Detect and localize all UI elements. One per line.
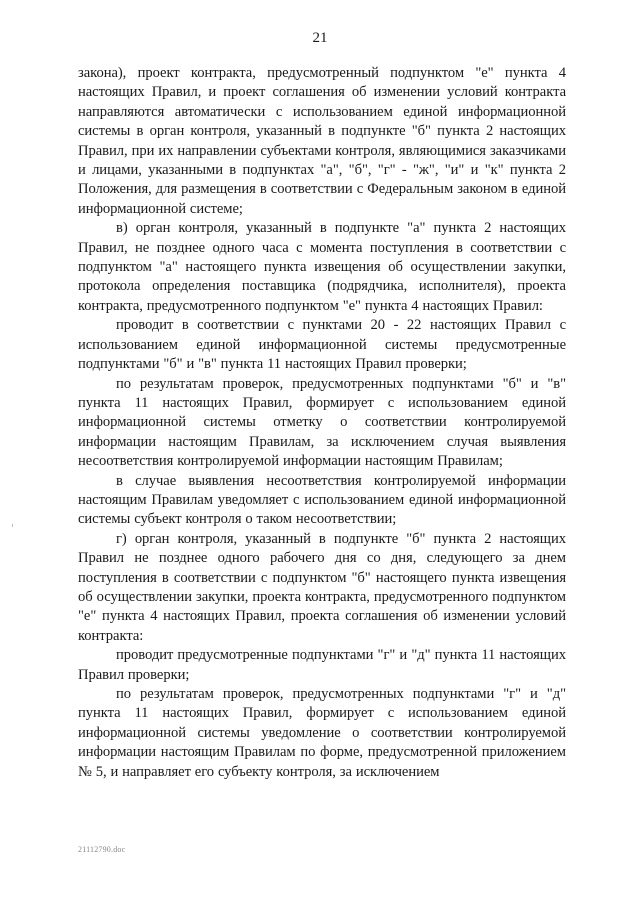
paragraph-check-results: по результатам проверок, предусмотренных подпунктами "б" и "в" пункта 11 настоящих Правил, формирует с использованием единой информационной системы отметку о соответствии контролируемой информации настоящим Правилам, за исключением случая выявления несоответствия контролируемой информации настоящим Правилам; — [78, 375, 566, 470]
paragraph-mismatch-notice: в случае выявления несоответствия контролируемой информации настоящим Правилам уведомляет с использованием единой информационной системы субъект контроля о таком несоответствии; — [78, 472, 566, 528]
document-body — [78, 64, 566, 782]
paragraph-checks: проводит в соответствии с пунктами 20 - 22 настоящих Правил с использованием единой информационной системы предусмотренные подпунктами "б" и "в" пункта 11 настоящих Правил проверки; — [78, 317, 566, 373]
margin-mark — [12, 524, 13, 527]
document-file-id: 21112790.doc — [78, 845, 126, 854]
paragraph-continuation: закона), проект контракта, предусмотренный подпунктом "е" пункта 4 настоящих Правил, и проект соглашения об изменении условий контракта направляются автоматически с использованием единой информационной системы в орган контроля, указанный в подпункте "б" пункта 2 настоящих Правил, при их направлении субъектами контроля, являющимися заказчиками и лицами, указанными в подпунктах "а", "б", "г" - "ж", "и" и "к" пункта 2 Положения, для размещения в соответствии с Федеральным законом в единой информационной системе; — [78, 65, 566, 217]
page-number: 21 — [312, 30, 328, 46]
paragraph-subitem-v: в) орган контроля, указанный в подпункте "а" пункта 2 настоящих Правил, не позднее одного часа с момента поступления в соответствии с подпунктом "а" настоящего пункта извещения об осуществлении закупки, протокола определения поставщика (подрядчика, исполнителя), проекта контракта, предусмотренного подпунктом "е" пункта 4 настоящих Правил: — [78, 220, 566, 314]
paragraph-subitem-g: г) орган контроля, указанный в подпункте "б" пункта 2 настоящих Правил не позднее одного рабочего дня со дня, следующего за днем поступления в соответствии с подпунктом "б" настоящего пункта извещения об осуществлении закупки, проекта контракта, предусмотренного подпунктом "е" пункта 4 настоящих Правил, проекта соглашения об изменении условий контракта: — [78, 530, 566, 644]
paragraph-notification: по результатам проверок, предусмотренных подпунктами "г" и "д" пункта 11 настоящих Правил, формирует с использованием единой информационной системы уведомление о соответствии контролируемой информации настоящим Правилам по форме, предусмотренной приложением № 5, и направляет его субъекту контроля, за исключением — [78, 686, 566, 780]
paragraph-checks-g-d: проводит предусмотренные подпунктами "г" и "д" пункта 11 настоящих Правил проверки; — [78, 647, 566, 683]
